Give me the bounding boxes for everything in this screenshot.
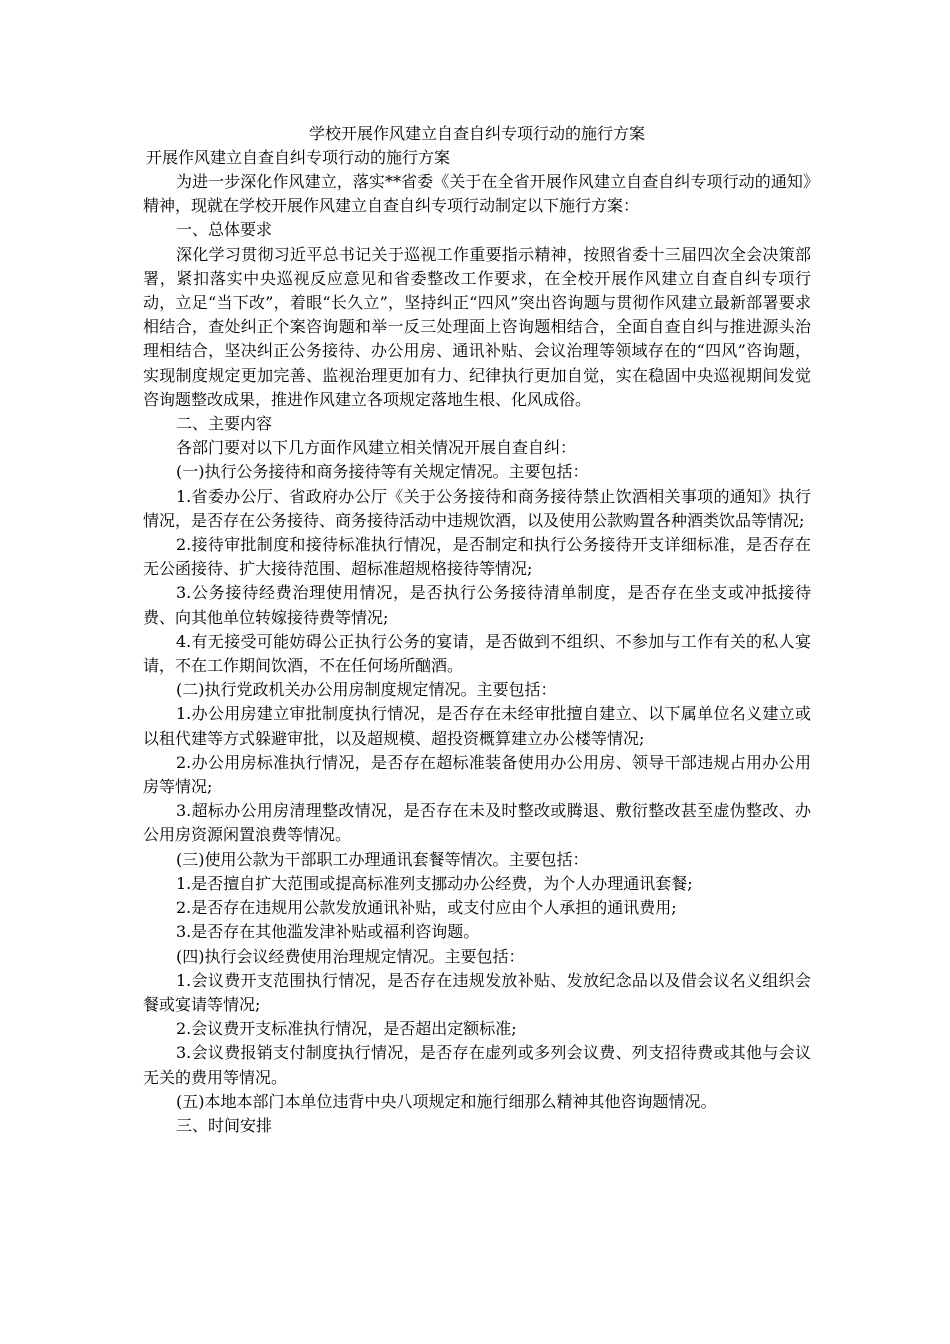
list-item: 2.接待审批制度和接待标准执行情况，是否制定和执行公务接待开支详细标准，是否存在无公函接待、扩大接待范围、超标准超规格接待等情况; — [143, 535, 811, 579]
list-item: 1.办公用房建立审批制度执行情况，是否存在未经审批擅自建立、以下属单位名义建立或以租代建等方式躲避审批，以及超规模、超投资概算建立办公楼等情况; — [143, 704, 811, 748]
subsection-heading-2: (二)执行党政机关办公用房制度规定情况。主要包括： — [176, 680, 557, 700]
content-intro-paragraph: 各部门要对以下几方面作风建立相关情况开展自查自纠： — [176, 438, 577, 458]
list-item: 2.会议费开支标准执行情况，是否超出定额标准; — [176, 1019, 517, 1039]
subsection-heading-3: (三)使用公款为干部职工办理通讯套餐等情次。主要包括： — [176, 849, 589, 869]
list-item: 3.超标办公用房清理整改情况，是否存在未及时整改或腾退、敷衍整改甚至虚伪整改、办公用房资源闲置浪费等情况。 — [143, 801, 811, 845]
document-page — [143, 122, 811, 1138]
section-heading-content: 二、主要内容 — [176, 414, 273, 434]
list-item: 1.省委办公厅、省政府办公厅《关于公务接待和商务接待禁止饮酒相关事项的通知》执行情况，是否存在公务接待、商务接待活动中违规饮酒，以及使用公款购置各种酒类饮品等情况; — [143, 486, 811, 530]
intro-paragraph: 为进一步深化作风建立，落实**省委《关于在全省开展作风建立自查自纠专项行动的通知》精神，现就在学校开展作风建立自查自纠专项行动制定以下施行方案： — [143, 172, 811, 216]
section-heading-schedule: 三、时间安排 — [176, 1115, 273, 1135]
general-requirements-paragraph: 深化学习贯彻习近平总书记关于巡视工作重要指示精神，按照省委十三届四次全会决策部署，紧扣落实中央巡视反应意见和省委整改工作要求，在全校开展作风建立自查自纠专项行动，立足“当下改”，着眼“长久立”，坚持纠正“四风”突出咨询题与贯彻作风建立最新部署要求相结合，查处纠正个案咨询题和举一反三处理面上咨询题相结合，全面自查自纠与推进源头治理相结合，坚决纠正公务接待、办公用房、通讯补贴、会议治理等领域存在的“四风”咨询题，实现制度规定更加完善、监视治理更加有力、纪律执行更加自觉，实在稳固中央巡视期间发觉咨询题整改成果，推进作风建立各项规定落地生根、化风成俗。 — [143, 244, 811, 409]
subsection-heading-4: (四)执行会议经费使用治理规定情况。主要包括： — [176, 946, 525, 966]
document-subtitle: 开展作风建立自查自纠专项行动的施行方案 — [146, 148, 451, 167]
list-item: 3.会议费报销支付制度执行情况，是否存在虚列或多列会议费、列支招待费或其他与会议无关的费用等情况。 — [143, 1043, 811, 1087]
list-item: 1.会议费开支范围执行情况，是否存在违规发放补贴、发放纪念品以及借会议名义组织会餐或宴请等情况; — [143, 970, 811, 1014]
subsection-heading-1: (一)执行公务接待和商务接待等有关规定情况。主要包括： — [176, 462, 589, 482]
document-title: 学校开展作风建立自查自纠专项行动的施行方案 — [308, 124, 645, 143]
subsection-heading-5: (五)本地本部门本单位违背中央八项规定和施行细那么精神其他咨询题情况。 — [176, 1091, 717, 1111]
list-item: 4.有无接受可能妨碍公正执行公务的宴请，是否做到不组织、不参加与工作有关的私人宴请，不在工作期间饮酒，不在任何场所酗酒。 — [143, 631, 811, 676]
list-item: 2.办公用房标准执行情况，是否存在超标准装备使用办公用房、领导干部违规占用办公用房等情况; — [143, 752, 811, 797]
list-item: 3.公务接待经费治理使用情况，是否执行公务接待清单制度，是否存在坐支或冲抵接待费、向其他单位转嫁接待费等情况; — [143, 583, 811, 627]
list-item: 1.是否擅自扩大范围或提高标准列支挪动办公经费，为个人办理通讯套餐; — [176, 873, 693, 893]
section-heading-general: 一、总体要求 — [176, 220, 273, 240]
list-item: 2.是否存在违规用公款发放通讯补贴，或支付应由个人承担的通讯费用; — [176, 898, 677, 918]
list-item: 3.是否存在其他滥发津补贴或福利咨询题。 — [176, 922, 480, 942]
